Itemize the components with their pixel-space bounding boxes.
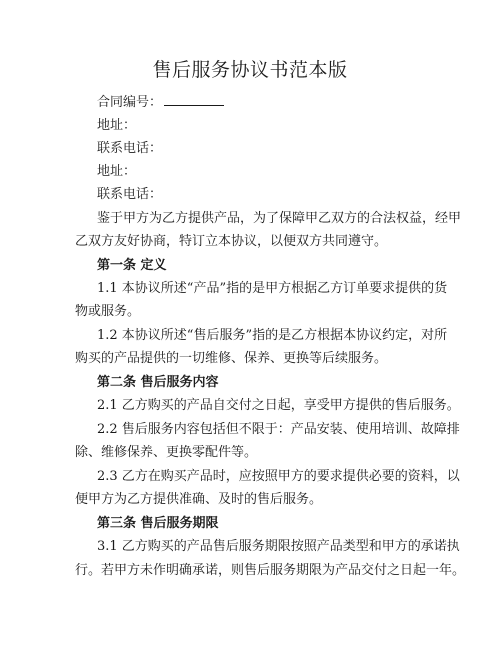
preamble-line-1: 鉴于甲方为乙方提供产品，为了保障甲乙双方的合法权益，经甲 bbox=[97, 211, 462, 226]
clause-2-1-line-1: 2.1 乙方购买的产品自交付之日起，享受甲方提供的售后服务。 bbox=[97, 398, 460, 413]
clause-2-2-line-2: 除、维修保养、更换零配件等。 bbox=[75, 445, 258, 460]
contract-number-field bbox=[97, 93, 224, 112]
phone-1-label: 联系电话： bbox=[97, 141, 163, 156]
clause-1-2-line-1: 1.2 本协议所述“售后服务”指的是乙方根据本协议约定，对所 bbox=[97, 328, 448, 343]
clause-3-1-line-1: 3.1 乙方购买的产品售后服务期限按照产品类型和甲方的承诺执 bbox=[97, 539, 460, 554]
article-2-heading: 第二条 售后服务内容 bbox=[97, 375, 219, 390]
phone-2-label: 联系电话： bbox=[97, 187, 163, 202]
clause-2-3-line-1: 2.3 乙方在购买产品时，应按照甲方的要求提供必要的资料，以 bbox=[97, 469, 460, 484]
clause-1-1-line-2: 物或服务。 bbox=[75, 304, 141, 319]
article-1-heading: 第一条 定义 bbox=[97, 258, 167, 273]
address-1-label: 地址： bbox=[97, 118, 137, 133]
clause-1-2-line-2: 购买的产品提供的一切维修、保养、更换等后续服务。 bbox=[75, 351, 388, 366]
contract-number-blank bbox=[164, 93, 224, 106]
document-title: 售后服务协议书范本版 bbox=[152, 59, 348, 81]
clause-3-1-line-2: 行。若甲方未作明确承诺，则售后服务期限为产品交付之日起一年。 bbox=[75, 563, 466, 578]
clause-1-1-line-1: 1.1 本协议所述“产品”指的是甲方根据乙方订单要求提供的货 bbox=[97, 281, 448, 296]
article-3-heading: 第三条 售后服务期限 bbox=[97, 516, 219, 531]
clause-2-3-line-2: 便甲方为乙方提供准确、及时的售后服务。 bbox=[75, 492, 323, 507]
clause-2-2-line-1: 2.2 售后服务内容包括但不限于：产品安装、使用培训、故障排 bbox=[97, 422, 460, 437]
contract-number-label: 合同编号： bbox=[97, 95, 163, 110]
preamble-line-2: 乙双方友好协商，特订立本协议，以便双方共同遵守。 bbox=[75, 234, 388, 249]
address-2-label: 地址： bbox=[97, 164, 137, 179]
